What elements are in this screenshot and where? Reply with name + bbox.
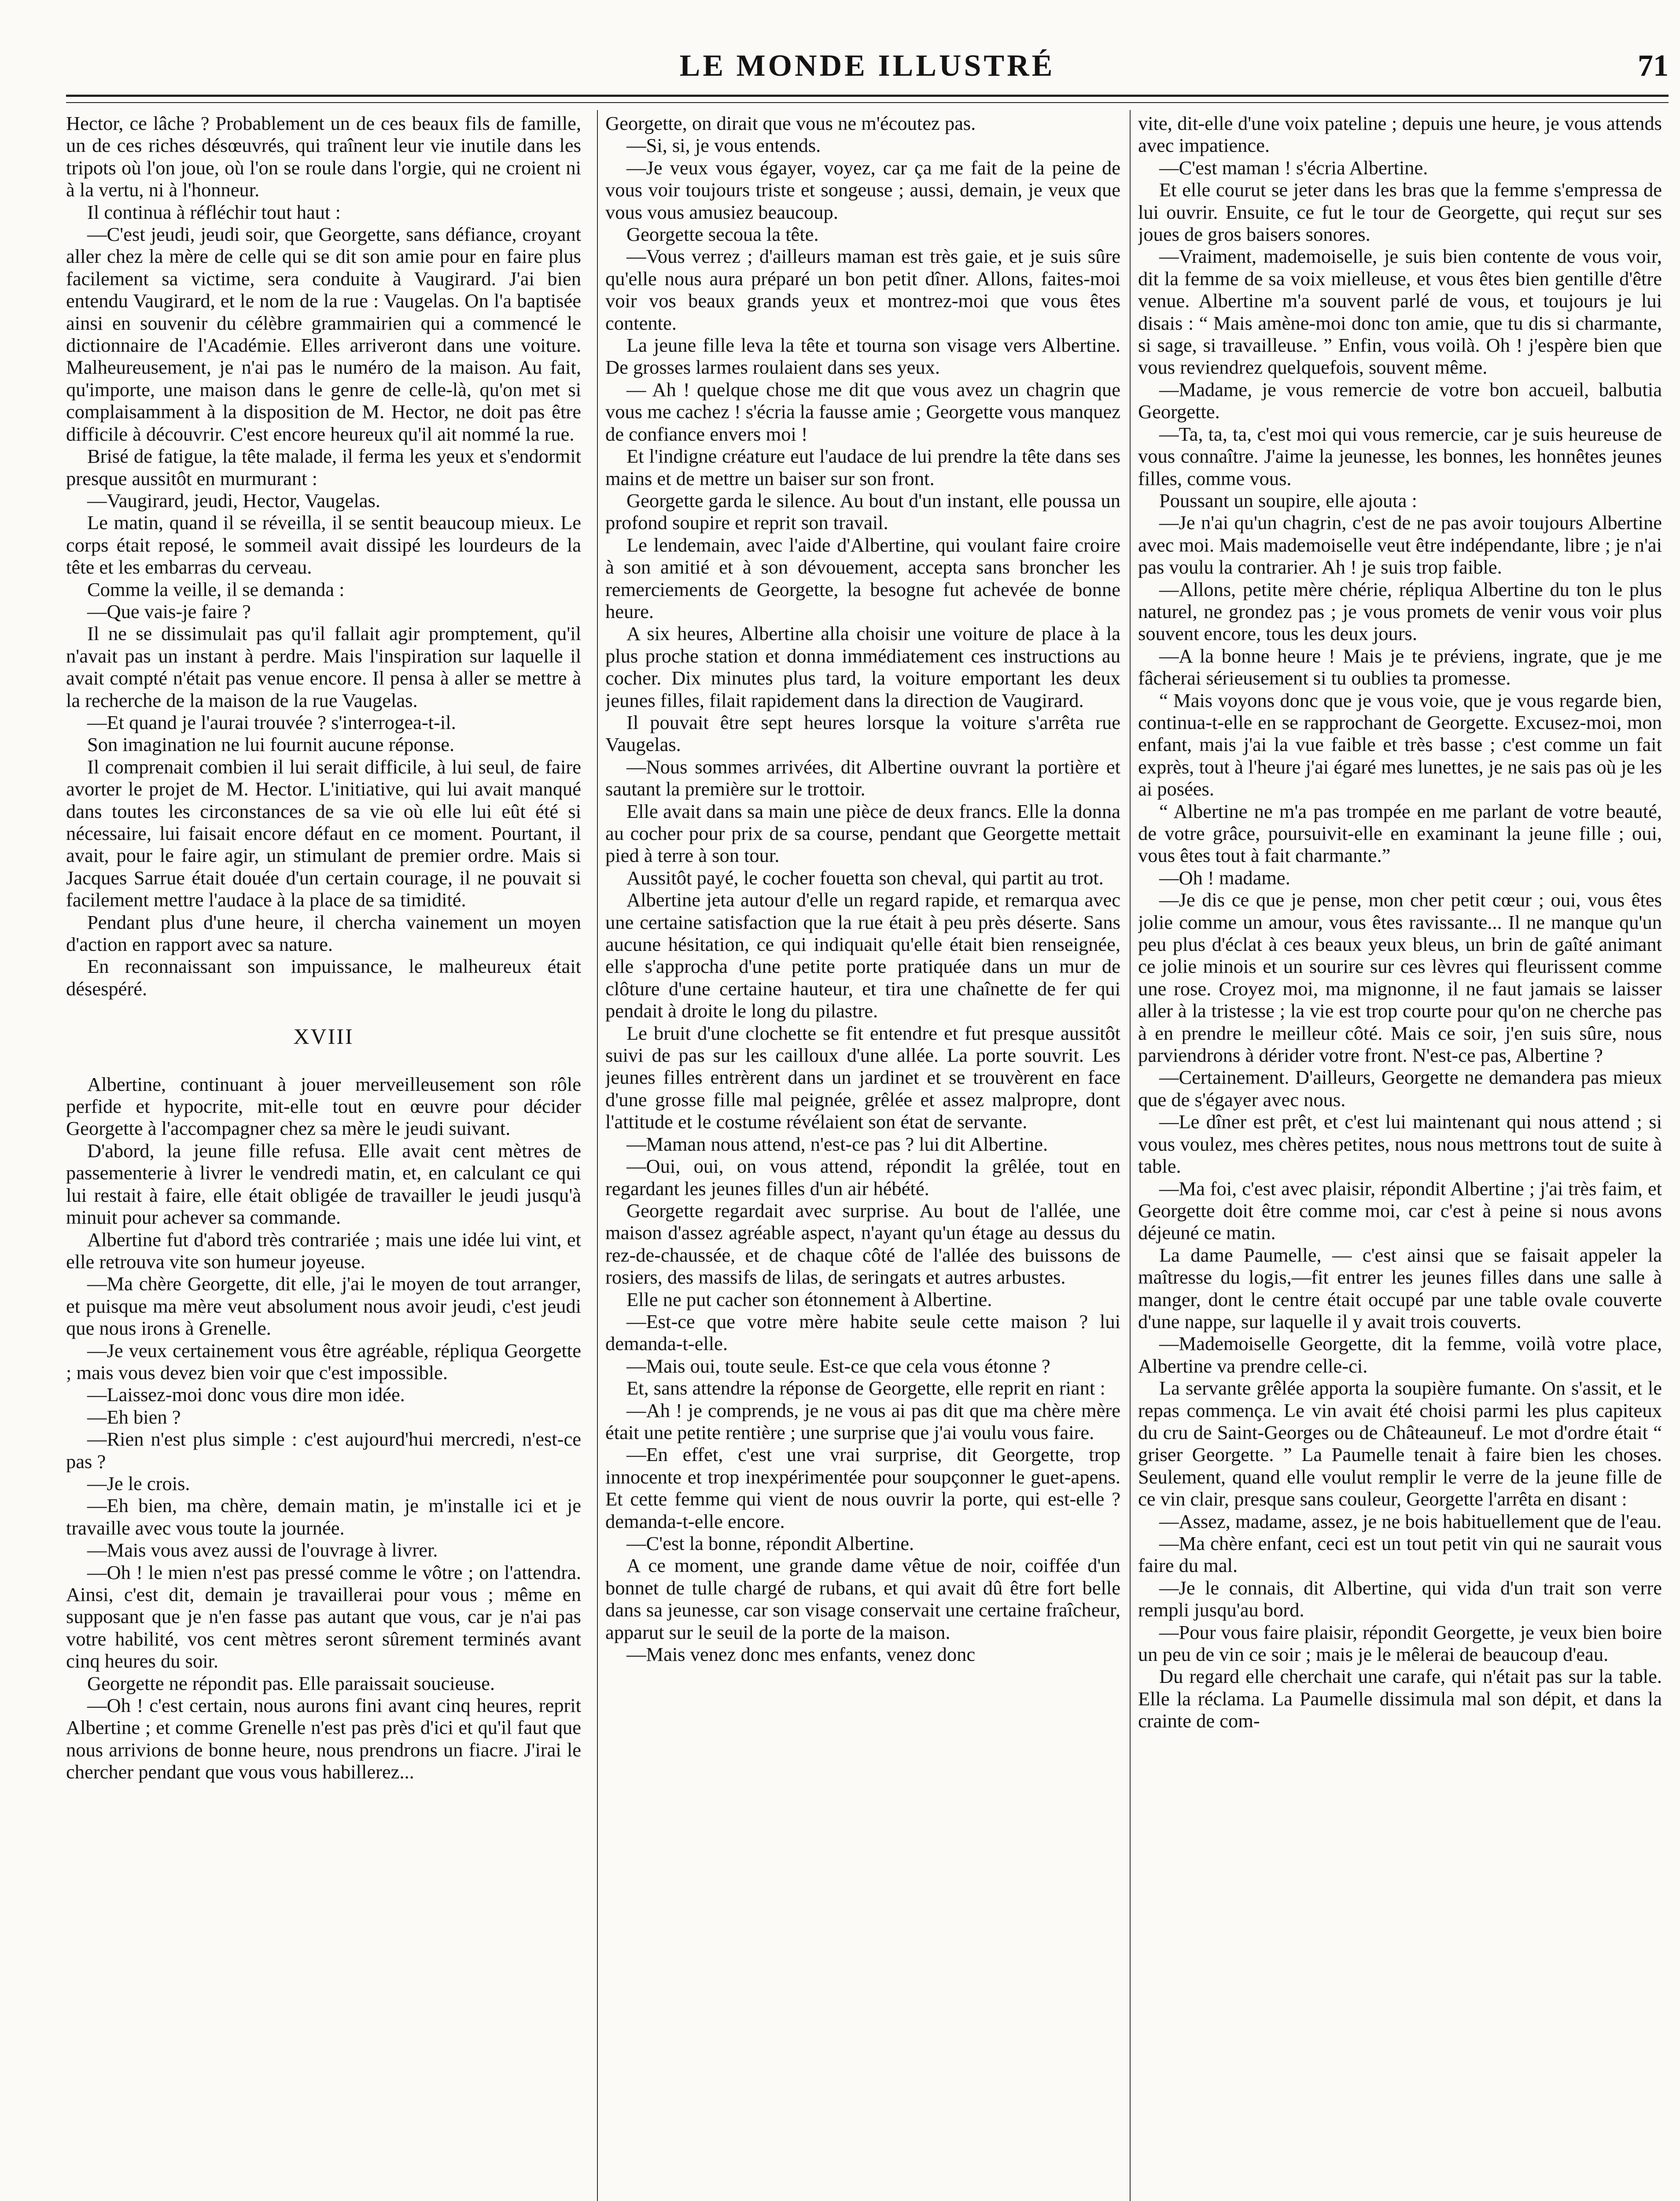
paragraph: —Laissez-moi donc vous dire mon idée. bbox=[87, 1384, 405, 1406]
paragraph: Il ne se dissimulait pas qu'il fallait agir promptement, qu'il n'avait pas un instant à perdre. Mais l'inspiration sur laquelle il avait compté n'était pas venue encore. Il pensa à aller se mettre à la recherche de la maison de la rue Vaugelas. bbox=[66, 622, 581, 711]
paragraph: —Le dîner est prêt, et c'est lui maintenant qui nous attend ; si vous voulez, mes chères petites, nous nous mettrons tout de suite à table. bbox=[1138, 1111, 1662, 1178]
column-3-paragraphs bbox=[1138, 112, 1662, 1732]
paragraph: Brisé de fatigue, la tête malade, il ferma les yeux et s'endormit presque aussitôt en murmurant : bbox=[66, 445, 581, 490]
column-separator bbox=[597, 110, 598, 2201]
paragraph: —Et quand je l'aurai trouvée ? s'interrogea-t-il. bbox=[87, 711, 456, 733]
section-heading: XVIII bbox=[293, 1024, 354, 1049]
paragraph: Albertine, continuant à jouer merveilleusement son rôle perfide et hypocrite, mit-elle tout en œuvre pour décider Georgette à l'accompagner chez sa mère le jeudi suivant. bbox=[66, 1073, 581, 1140]
paragraph: Et, sans attendre la réponse de Georgette, elle reprit en riant : bbox=[626, 1377, 1105, 1399]
paragraph: Georgette regardait avec surprise. Au bout de l'allée, une maison d'assez agréable aspect, n'ayant qu'un étage au dessus du rez-de-chaussée, et de chaque côté de l'allée des buissons de rosiers, des massifs de lilas, de seringats et autres arbustes. bbox=[605, 1199, 1120, 1288]
paragraph: —Je le crois. bbox=[87, 1472, 190, 1494]
paragraph: —Rien n'est plus simple : c'est aujourd'hui mercredi, n'est-ce pas ? bbox=[66, 1428, 581, 1472]
paragraph: —Je veux vous égayer, voyez, car ça me fait de la peine de vous voir toujours triste et songeuse ; aussi, demain, je veux que vous vous amusiez beaucoup. bbox=[605, 156, 1120, 223]
paragraph: —Oh ! le mien n'est pas pressé comme le vôtre ; on l'attendra. Ainsi, c'est dit, demain je travaillerai pour vous ; même en supposant que je n'en fasse pas autant que vous, car je n'ai pas votre habilité, vos cent mètres seront sûrement terminés avant cinq heures du soir. bbox=[66, 1561, 581, 1672]
paragraph: —Ah ! je comprends, je ne vous ai pas dit que ma chère mère était une petite rentière ; une surprise que j'ai voulu vous faire. bbox=[605, 1399, 1120, 1443]
paragraph: —Si, si, je vous entends. bbox=[626, 134, 821, 157]
paragraph: Georgette garda le silence. Au bout d'un instant, elle poussa un profond soupire et reprit son travail. bbox=[605, 489, 1120, 534]
paragraph: —Ma foi, c'est avec plaisir, répondit Albertine ; j'ai très faim, et Georgette doit être comme moi, car c'est à peine si nous avons déjeuné ce matin. bbox=[1138, 1177, 1662, 1244]
paragraph: —C'est la bonne, répondit Albertine. bbox=[626, 1532, 914, 1554]
paragraph: A ce moment, une grande dame vêtue de noir, coiffée d'un bonnet de tulle chargé de rubans, et qui avait dû être fort belle dans sa jeunesse, car son visage conservait une certaine fraîcheur, apparut sur le seuil de la porte de la maison. bbox=[605, 1554, 1120, 1643]
text-column-2 bbox=[605, 112, 1120, 2201]
paragraph: —En effet, c'est une vrai surprise, dit Georgette, trop innocente et trop inexpérimentée pour soupçonner le guet-apens. Et cette femme qui vient de nous ouvrir la porte, qui est-elle ? demanda-t-elle encore. bbox=[605, 1443, 1120, 1532]
paragraph: Albertine jeta autour d'elle un regard rapide, et remarqua avec une certaine satisfaction que la rue était à peu près déserte. Sans aucune hésitation, ce qui indiquait qu'elle était bien renseignée, elle s'approcha d'une petite porte pratiquée dans un mur de clôture d'une certaine hauteur, et tira une chaînette de fer qui pendait à droite le long du pilastre. bbox=[605, 889, 1120, 1022]
paragraph: —Oui, oui, on vous attend, répondit la grêlée, tout en regardant les jeunes filles d'un air hébété. bbox=[605, 1155, 1120, 1200]
paragraph: La jeune fille leva la tête et tourna son visage vers Albertine. De grosses larmes roulaient dans ses yeux. bbox=[605, 334, 1120, 379]
paragraph: —Est-ce que votre mère habite seule cette maison ? lui demanda-t-elle. bbox=[605, 1310, 1120, 1355]
newspaper-title: LE MONDE ILLUSTRÉ bbox=[679, 49, 1055, 83]
paragraph: —Mais venez donc mes enfants, venez donc bbox=[626, 1643, 976, 1666]
paragraph: —Nous sommes arrivées, dit Albertine ouvrant la portière et sautant la première sur le trottoir. bbox=[605, 755, 1120, 800]
paragraph: —Ma chère enfant, ceci est un tout petit vin qui ne saurait vous faire du mal. bbox=[1138, 1532, 1662, 1577]
text-column-3 bbox=[1138, 112, 1662, 2201]
paragraph: —Vous verrez ; d'ailleurs maman est très gaie, et je suis sûre qu'elle nous aura préparé un bon petit dîner. Allons, faites-moi voir vos beaux grands yeux et montrez-moi que vous êtes contente. bbox=[605, 245, 1120, 334]
paragraph: Aussitôt payé, le cocher fouetta son cheval, qui partit au trot. bbox=[626, 866, 1104, 889]
paragraph: Hector, ce lâche ? Probablement un de ces beaux fils de famille, un de ces riches désœuvrés, qui traînent leur vie inutile dans les tripots où l'on joue, où l'on se roule dans l'orgie, qui ne croient ni à la vertu, ni à l'honneur. bbox=[66, 112, 581, 201]
paragraph: Poussant un soupire, elle ajouta : bbox=[1159, 489, 1417, 512]
column-1-paragraphs bbox=[66, 112, 581, 1000]
paragraph: Elle avait dans sa main une pièce de deux francs. Elle la donna au cocher pour prix de sa course, pendant que Georgette mettait pied à terre à son tour. bbox=[605, 800, 1120, 867]
paragraph: Il continua à réfléchir tout haut : bbox=[87, 201, 341, 223]
paragraph: —Assez, madame, assez, je ne bois habituellement que de l'eau. bbox=[1159, 1510, 1662, 1532]
paragraph: —Certainement. D'ailleurs, Georgette ne demandera pas mieux que de s'égayer avec nous. bbox=[1138, 1066, 1662, 1111]
paragraph: Son imagination ne lui fournit aucune réponse. bbox=[87, 733, 455, 756]
paragraph: —Ta, ta, ta, c'est moi qui vous remercie, car je suis heureuse de vous connaître. J'aime la jeunesse, les bonnes, les honnêtes jeunes filles, comme vous. bbox=[1138, 423, 1662, 490]
paragraph: —Oh ! c'est certain, nous aurons fini avant cinq heures, reprit Albertine ; et comme Grenelle n'est pas près d'ici et qu'il faut que nous arrivions de bonne heure, nous prendrons un fiacre. J'irai le chercher pendant que vous vous habillerez... bbox=[66, 1694, 581, 1783]
paragraph: —Vaugirard, jeudi, Hector, Vaugelas. bbox=[87, 489, 380, 512]
paragraph: —Mademoiselle Georgette, dit la femme, voilà votre place, Albertine va prendre celle-ci. bbox=[1138, 1332, 1662, 1377]
paragraph: Il comprenait combien il lui serait difficile, à lui seul, de faire avorter le projet de M. Hector. L'initiative, qui lui avait manqué dans toutes les circonstances de sa vie où elle lui eût été si nécessaire, lui faisait encore défaut en ce moment. Pourtant, il avait, pour le faire agir, un stimulant de premier ordre. Mais si Jacques Sarrue était douée d'un certain courage, il ne pouvait si facilement mettre l'audace à la place de sa timidité. bbox=[66, 755, 581, 911]
paragraph: —Je veux certainement vous être agréable, répliqua Georgette ; mais vous devez bien voir que c'est impossible. bbox=[66, 1339, 581, 1384]
paragraph: Le lendemain, avec l'aide d'Albertine, qui voulant faire croire à son amitié et à son dévouement, accepta sans broncher les remerciements de Georgette, la besogne fut achevée de bonne heure. bbox=[605, 534, 1120, 622]
paragraph: D'abord, la jeune fille refusa. Elle avait cent mètres de passementerie à livrer le vendredi matin, et, en calculant ce qui lui restait à faire, elle était obligée de travailler le jeudi jusqu'à minuit pour achever sa commande. bbox=[66, 1139, 581, 1229]
paragraph: —Ma chère Georgette, dit elle, j'ai le moyen de tout arranger, et puisque ma mère veut absolument nous avoir jeudi, c'est jeudi que nous irons à Grenelle. bbox=[66, 1273, 581, 1340]
paragraph: Georgette secoua la tête. bbox=[626, 223, 819, 246]
paragraph: —Eh bien ? bbox=[87, 1406, 181, 1428]
paragraph: Pendant plus d'une heure, il chercha vainement un moyen d'action en rapport avec sa nature. bbox=[66, 911, 581, 956]
column-2-paragraphs bbox=[605, 112, 1120, 1665]
paragraph: —Vraiment, mademoiselle, je suis bien contente de vous voir, dit la femme de sa voix mielleuse, et vous êtes bien gentille d'être venue. Albertine m'a souvent parlé de vous, et toujours je lui disais : “ Mais amène-moi donc ton amie, que tu dis si charmante, si sage, si travailleuse. ” Enfin, vous voilà. Oh ! j'espère bien que vous reviendrez quelquefois, souvent même. bbox=[1138, 245, 1662, 379]
paragraph: —Maman nous attend, n'est-ce pas ? lui dit Albertine. bbox=[626, 1133, 1048, 1155]
paragraph: Et elle courut se jeter dans les bras que la femme s'empressa de lui ouvrir. Ensuite, ce fut le tour de Georgette, qui reçut sur ses joues de gros baisers sonores. bbox=[1138, 179, 1662, 246]
paragraph: —Eh bien, ma chère, demain matin, je m'installe ici et je travaille avec vous toute la journée. bbox=[66, 1494, 581, 1539]
paragraph: Albertine fut d'abord très contrariée ; mais une idée lui vint, et elle retrouva vite son humeur joyeuse. bbox=[66, 1228, 581, 1273]
paragraph: —Madame, je vous remercie de votre bon accueil, balbutia Georgette. bbox=[1138, 378, 1662, 423]
column-separator bbox=[1130, 110, 1131, 2201]
paragraph: —Je n'ai qu'un chagrin, c'est de ne pas avoir toujours Albertine avec moi. Mais mademoiselle veut être indépendante, libre ; je n'ai pas voulu la contrarier. Ah ! je suis trop faible. bbox=[1138, 512, 1662, 578]
paragraph: —Mais oui, toute seule. Est-ce que cela vous étonne ? bbox=[626, 1354, 1050, 1377]
paragraph: vite, dit-elle d'une voix pateline ; depuis une heure, je vous attends avec impatience. bbox=[1138, 112, 1662, 157]
header-rule-thick bbox=[66, 95, 1669, 97]
masthead bbox=[66, 48, 1669, 97]
paragraph: —Oh ! madame. bbox=[1159, 866, 1290, 889]
paragraph: — Ah ! quelque chose me dit que vous avez un chagrin que vous me cachez ! s'écria la fausse amie ; Georgette vous manquez de confiance envers moi ! bbox=[605, 378, 1120, 445]
paragraph: —Je dis ce que je pense, mon cher petit cœur ; oui, vous êtes jolie comme un amour, vous êtes ravissante... Il ne manque qu'un peu plus d'éclat à ces beaux yeux bleus, un brin de gaîté animant ce jolie minois et un sourire sur ces lèvres qui fleurissent comme une rose. Croyez moi, ma mignonne, il ne faut jamais se laisser aller à la tristesse ; la vie est trop courte pour qu'on ne cherche pas à en prendre le meilleur côté. Mais ce soir, j'en suis sûre, nous parviendrons à dérider votre front. N'est-ce pas, Albertine ? bbox=[1138, 889, 1662, 1067]
column-1-paragraphs-after-heading bbox=[66, 1073, 581, 1783]
paragraph: A six heures, Albertine alla choisir une voiture de place à la plus proche station et donna immédiatement ces instructions au cocher. Dix minutes plus tard, la voiture emportant les deux jeunes filles, filait rapidement dans la direction de Vaugirard. bbox=[605, 622, 1120, 711]
paragraph: “ Albertine ne m'a pas trompée en me parlant de votre beauté, de votre grâce, poursuivit-elle en examinant la jeune fille ; oui, vous êtes tout à fait charmante.” bbox=[1138, 800, 1662, 867]
paragraph: —Je le connais, dit Albertine, qui vida d'un trait son verre rempli jusqu'au bord. bbox=[1138, 1576, 1662, 1621]
paragraph: Et l'indigne créature eut l'audace de lui prendre la tête dans ses mains et de mettre un baiser sur son front. bbox=[605, 445, 1120, 490]
header-rule-thin bbox=[66, 102, 1669, 103]
paragraph: Il pouvait être sept heures lorsque la voiture s'arrêta rue Vaugelas. bbox=[605, 711, 1120, 756]
paragraph: —Pour vous faire plaisir, répondit Georgette, je veux bien boire un peu de vin ce soir ; mais je le mêlerai de beaucoup d'eau. bbox=[1138, 1621, 1662, 1666]
paragraph: —Allons, petite mère chérie, répliqua Albertine du ton le plus naturel, ne grondez pas ; je vous promets de venir vous voir plus souvent encore, tous les deux jours. bbox=[1138, 578, 1662, 645]
paragraph: Elle ne put cacher son étonnement à Albertine. bbox=[626, 1288, 992, 1310]
page-number: 71 bbox=[1638, 49, 1669, 83]
paragraph: —C'est maman ! s'écria Albertine. bbox=[1159, 156, 1428, 179]
paragraph: Georgette, on dirait que vous ne m'écoutez pas. bbox=[605, 112, 976, 134]
text-column-1 bbox=[66, 112, 581, 2201]
paragraph: “ Mais voyons donc que je vous voie, que je vous regarde bien, continua-t-elle en se rapprochant de Georgette. Excusez-moi, mon enfant, mais j'ai la vue faible et très basse ; c'est comme un fait exprès, tout à l'heure j'ai égaré mes lunettes, je ne sais pas où je les ai posées. bbox=[1138, 689, 1662, 800]
paragraph: —C'est jeudi, jeudi soir, que Georgette, sans défiance, croyant aller chez la mère de celle qui se dit son amie pour en faire plus facilement sa victime, sera conduite à Vaugirard. J'ai bien entendu Vaugirard, et le nom de la rue : Vaugelas. On l'a baptisée ainsi en souvenir du célèbre grammairien qui a commencé le dictionnaire de l'Académie. Elles arriveront dans une voiture. Malheureusement, je n'ai pas le numéro de la maison. Au fait, qu'importe, une maison dans le genre de celle-là, qu'on met si complaisamment à la disposition de M. Hector, ne doit pas être difficile à découvrir. C'est encore heureux qu'il ait nommé la rue. bbox=[66, 223, 581, 445]
paragraph: Du regard elle cherchait une carafe, qui n'était pas sur la table. Elle la réclama. La Paumelle dissimula mal son dépit, et dans la crainte de com- bbox=[1138, 1665, 1662, 1732]
paragraph: La servante grêlée apporta la soupière fumante. On s'assit, et le repas commença. Le vin avait été choisi parmi les plus capiteux du cru de Saint-Georges ou de Châteauneuf. Le mot d'ordre était “ griser Georgette. ” La Paumelle tenait à faire bien les choses. Seulement, quand elle voulut remplir le verre de la jeune fille de ce vin clair, presque sans couleur, Georgette l'arrêta en disant : bbox=[1138, 1377, 1662, 1510]
paragraph: Le matin, quand il se réveilla, il se sentit beaucoup mieux. Le corps était reposé, le sommeil avait dissipé les lourdeurs de la tête et les embarras du cerveau. bbox=[66, 512, 581, 578]
paragraph: —Mais vous avez aussi de l'ouvrage à livrer. bbox=[87, 1539, 438, 1561]
paragraph: —A la bonne heure ! Mais je te préviens, ingrate, que je me fâcherai sérieusement si tu oublies ta promesse. bbox=[1138, 644, 1662, 689]
paragraph: En reconnaissant son impuissance, le malheureux était désespéré. bbox=[66, 955, 581, 1000]
paragraph: Georgette ne répondit pas. Elle paraissait soucieuse. bbox=[87, 1672, 495, 1694]
paragraph: —Que vais-je faire ? bbox=[87, 600, 251, 622]
paragraph: Le bruit d'une clochette se fit entendre et fut presque aussitôt suivi de pas sur les cailloux d'une allée. La porte souvrit. Les jeunes filles entrèrent dans un jardinet et se trouvèrent en face d'une grosse fille mal peignée, grêlée et assez malpropre, dont l'attitude et le costume révélaient son état de servante. bbox=[605, 1022, 1120, 1133]
paragraph: Comme la veille, il se demanda : bbox=[87, 578, 345, 600]
paragraph: La dame Paumelle, — c'est ainsi que se faisait appeler la maîtresse du logis,—fit entrer les jeunes filles dans une salle à manger, dont le centre était occupé par une table ovale couverte d'une nappe, sur laquelle il y avait trois couverts. bbox=[1138, 1244, 1662, 1332]
